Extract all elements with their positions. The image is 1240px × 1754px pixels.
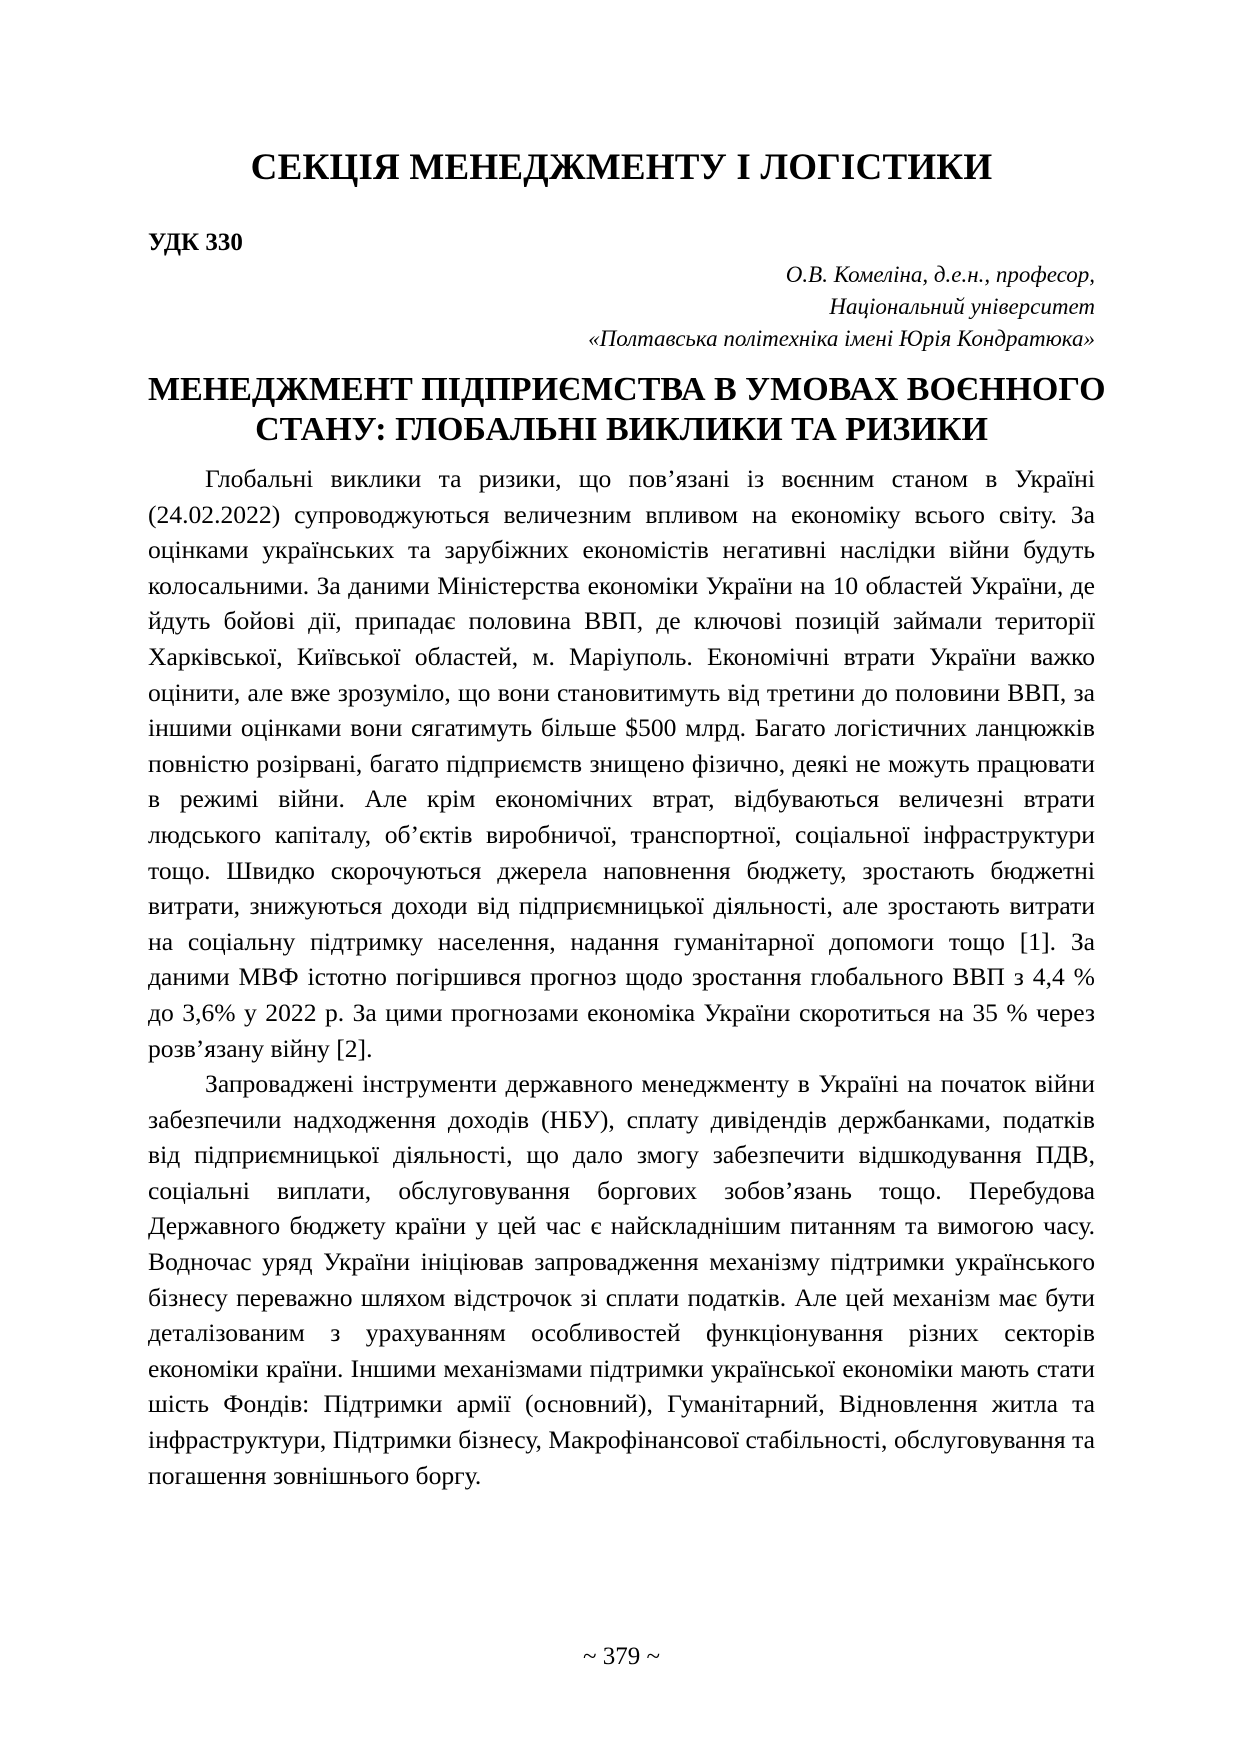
document-page (148, 0, 1106, 1754)
udk-code: УДК 330 (148, 229, 243, 256)
article-title-line-2: СТАНУ: ГЛОБАЛЬНІ ВИКЛИКИ ТА РИЗИКИ (255, 411, 988, 448)
article-body (148, 461, 1095, 1493)
author-block (588, 259, 1095, 355)
page-number: ~ 379 ~ (582, 1643, 661, 1670)
body-paragraph-1: Глобальні виклики та ризики, що пов’язані із воєнним станом в Україні (24.02.2022) супроводжуються величезним впливом на економіку всього світу. За оцінками українських та зарубіжних економістів негативні наслідки війни будуть колосальними. За даними Міністерства економіки України на 10 областей України, де йдуть бойові дії, припадає половина ВВП, де ключові позицій займали території Харківської, Київської областей, м. Маріуполь. Економічні втрати України важко оцінити, але вже зрозуміло, що вони становитимуть від третини до половини ВВП, за іншими оцінками вони сягатимуть більше $500 млрд. Багато логістичних ланцюжків повністю розірвані, багато підприємств знищено фізично, деякі не можуть працювати в режимі війни. Але крім економічних втрат, відбуваються величезні втрати людського капіталу, об’єктів виробничої, транспортної, соціальної інфраструктури тощо. Швидко скорочуються джерела наповнення бюджету, зростають бюджетні витрати, знижуються доходи від підприємницької діяльності, але зростають витрати на соціальну підтримку населення, надання гуманітарної допомоги тощо [1]. За даними МВФ істотно погіршився прогноз щодо зростання глобального ВВП з 4,4 % до 3,6% у 2022 р. За цими прогнозами економіка України скоротиться на 35 % через розв’язану війну [2]. (148, 464, 1095, 1063)
article-title-line-1: МЕНЕДЖМЕНТ ПІДПРИЄМСТВА В УМОВАХ ВОЄННОГО (148, 371, 1106, 408)
section-title: СЕКЦІЯ МЕНЕДЖМЕНТУ І ЛОГІСТИКИ (250, 147, 993, 188)
author-institution-line: «Полтавська політехніка імені Юрія Кондратюка» (588, 326, 1095, 351)
body-paragraph-2: Запроваджені інструменти державного менеджменту в Україні на початок війни забезпечили надходження доходів (НБУ), сплату дивідендів держбанками, податків від підприємницької діяльності, що дало змогу забезпечити відшкодування ПДВ, соціальні виплати, обслуговування боргових зобов’язань тощо. Перебудова Державного бюджету країни у цей час є найскладнішим питанням та вимогою часу. Водночас уряд України ініціював запровадження механізму підтримки українського бізнесу переважно шляхом відстрочок зі сплати податків. Але цей механізм має бути деталізованим з урахуванням особливостей функціонування різних секторів економіки країни. Іншими механізмами підтримки української економіки мають стати шість Фондів: Підтримки армії (основний), Гуманітарний, Відновлення житла та інфраструктури, Підтримки бізнесу, Макрофінансової стабільності, обслуговування та погашення зовнішнього боргу. (148, 1069, 1095, 1490)
author-affiliation-line: Національний університет (829, 294, 1095, 319)
author-name-line: О.В. Комеліна, д.е.н., професор, (785, 262, 1095, 287)
article-title (148, 370, 1106, 450)
